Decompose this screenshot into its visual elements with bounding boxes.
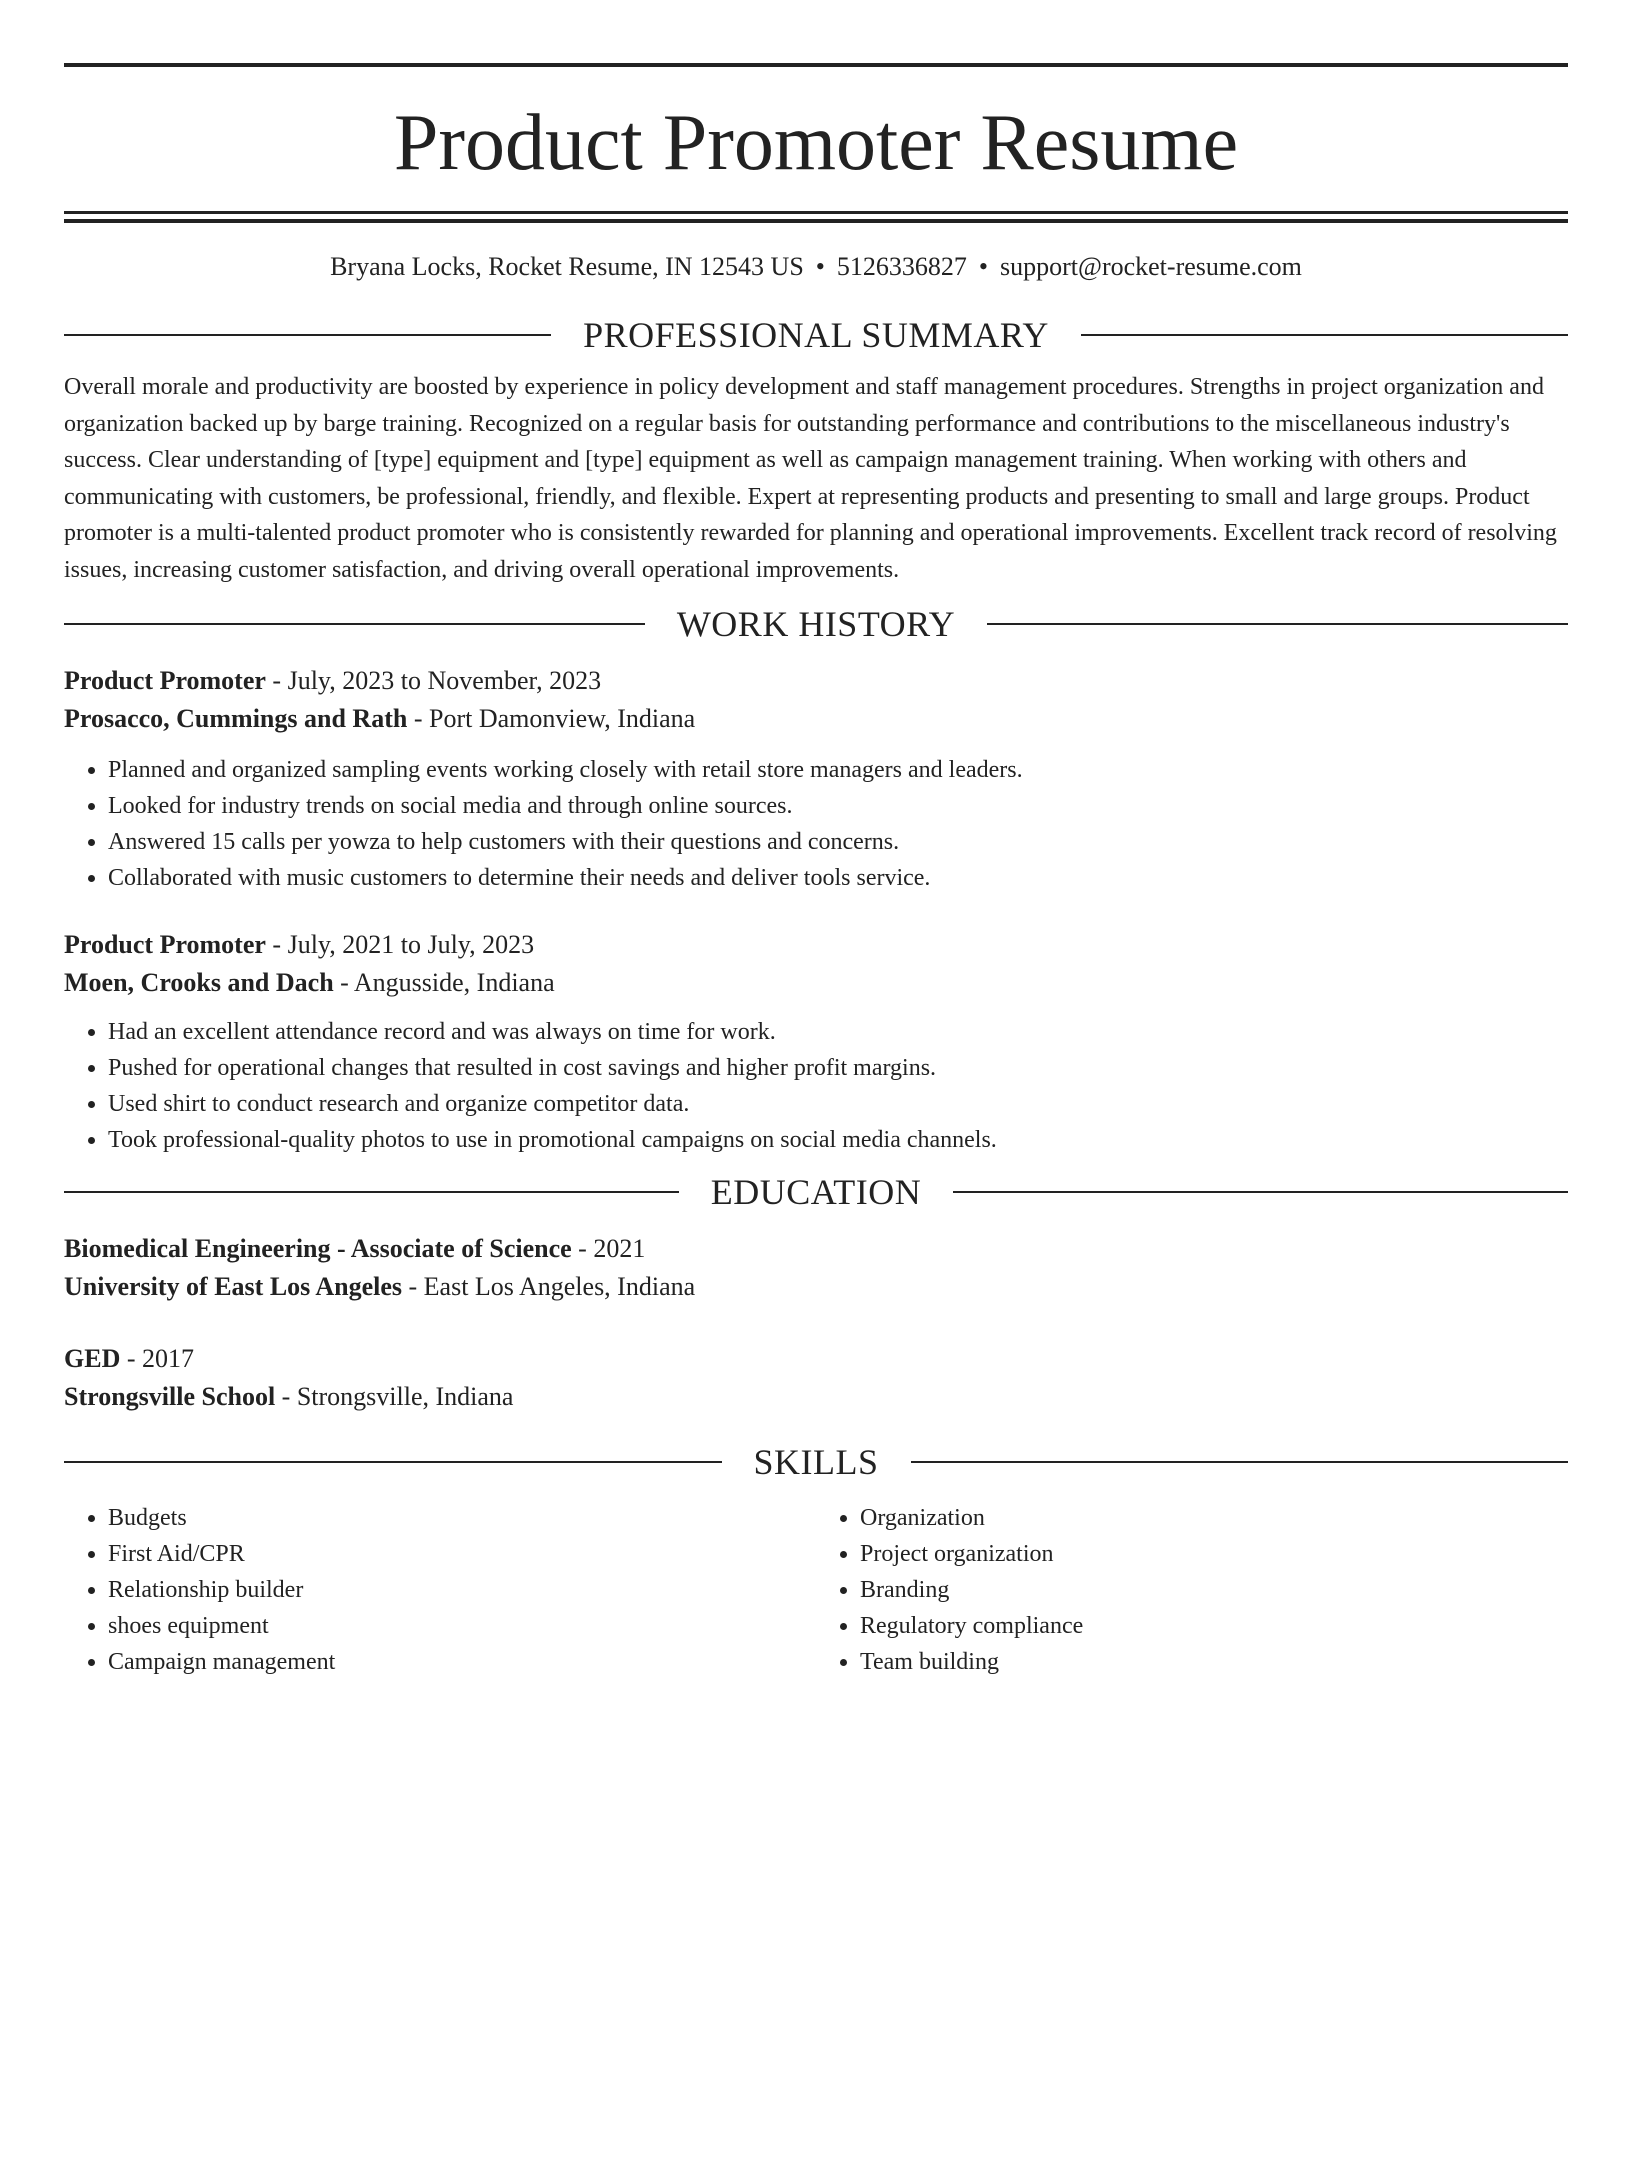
- school: University of East Los Angeles: [64, 1272, 402, 1301]
- skill-item: • Budgets: [108, 1500, 816, 1536]
- job-entry: [64, 926, 1568, 1158]
- job-bullets: [64, 1014, 1568, 1158]
- job-title: Product Promoter: [64, 666, 266, 695]
- skill-item: • Project organization: [860, 1536, 1568, 1572]
- contact-address: Bryana Locks, Rocket Resume, IN 12543 US: [330, 252, 804, 281]
- job-location: - Port Damonview, Indiana: [407, 704, 696, 733]
- list-item: • Answered 15 calls per yowza to help customers with their questions and concerns.: [108, 824, 1568, 860]
- skill-item: • First Aid/CPR: [108, 1536, 816, 1572]
- list-item: • Used shirt to conduct research and organize competitor data.: [108, 1086, 1568, 1122]
- school-location: - East Los Angeles, Indiana: [402, 1272, 696, 1301]
- contact-phone: 5126336827: [836, 252, 967, 281]
- job-dates: - July, 2023 to November, 2023: [265, 666, 602, 695]
- divider-line: [64, 334, 551, 336]
- contact-separator: •: [978, 252, 988, 281]
- contact-line: [64, 250, 1568, 284]
- job-company: Prosacco, Cummings and Rath: [64, 704, 408, 733]
- divider-line: [953, 1191, 1568, 1193]
- divider-line: [987, 623, 1568, 625]
- contact-email: support@rocket-resume.com: [1000, 252, 1302, 281]
- job-dates: - July, 2021 to July, 2023: [265, 930, 535, 959]
- job-title-line: [64, 926, 1568, 964]
- skills-list-right: [816, 1500, 1568, 1680]
- skill-item: • Regulatory compliance: [860, 1608, 1568, 1644]
- job-entry: [64, 662, 1568, 896]
- summary-paragraph: Overall morale and productivity are boosted by experience in policy development and staff management procedures. Strengths in project organization and organization backed up by barge training. Recognized on a regular basis for outstanding performance and contributions to the miscellaneous industry's success. Clear understanding of [type] equipment and [type] equipment as well as campaign management training. When working with others and communicating with customers, be professional, friendly, and flexible. Expert at representing products and presenting to small and large groups. Product promoter is a multi-talented product promoter who is consistently rewarded for planning and operational improvements. Excellent track record of resolving issues, increasing customer satisfaction, and driving overall operational improvements.: [64, 374, 1557, 583]
- job-company-line: [64, 700, 1568, 738]
- skill-item: • Relationship builder: [108, 1572, 816, 1608]
- school-location: - Strongsville, Indiana: [275, 1382, 514, 1411]
- list-item: • Had an excellent attendance record and was always on time for work.: [108, 1014, 1568, 1050]
- contact-separator: •: [815, 252, 825, 281]
- skills-columns: [64, 1500, 1568, 1680]
- school: Strongsville School: [64, 1382, 276, 1411]
- degree: Biomedical Engineering - Associate of Science: [64, 1234, 572, 1263]
- list-item: • Looked for industry trends on social media and through online sources.: [108, 788, 1568, 824]
- job-title: Product Promoter: [64, 930, 266, 959]
- degree-year: - 2021: [571, 1234, 646, 1263]
- job-title-line: [64, 662, 1568, 700]
- section-title: PROFESSIONAL SUMMARY: [583, 315, 1049, 355]
- degree: GED: [64, 1344, 121, 1373]
- page-title: Product Promoter Resume: [393, 99, 1239, 187]
- section-title: EDUCATION: [710, 1172, 922, 1212]
- skill-item: • Campaign management: [108, 1644, 816, 1680]
- divider-line: [64, 1191, 679, 1193]
- section-heading-skills: [64, 1440, 1568, 1484]
- section-heading-education: [64, 1170, 1568, 1214]
- skill-item: • Team building: [860, 1644, 1568, 1680]
- skill-item: • shoes equipment: [108, 1608, 816, 1644]
- divider-line: [64, 1461, 722, 1463]
- list-item: • Pushed for operational changes that resulted in cost savings and higher profit margins.: [108, 1050, 1568, 1086]
- skill-item: • Branding: [860, 1572, 1568, 1608]
- degree-line: [64, 1230, 1568, 1268]
- list-item: • Planned and organized sampling events working closely with retail store managers and leaders.: [108, 752, 1568, 788]
- school-line: [64, 1268, 1568, 1306]
- divider-line: [1081, 334, 1568, 336]
- skills-list-left: [64, 1500, 816, 1680]
- list-item: • Collaborated with music customers to determine their needs and deliver tools service.: [108, 860, 1568, 896]
- degree-line: [64, 1340, 1568, 1378]
- header-double-rule: [64, 211, 1568, 223]
- school-line: [64, 1378, 1568, 1416]
- section-heading-work: [64, 602, 1568, 646]
- section-title: SKILLS: [753, 1442, 879, 1482]
- job-bullets: [64, 752, 1568, 896]
- divider-line: [64, 623, 645, 625]
- job-company-line: [64, 964, 1568, 1002]
- divider-line: [911, 1461, 1569, 1463]
- skill-item: • Organization: [860, 1500, 1568, 1536]
- education-entry: [64, 1340, 1568, 1416]
- resume-page: [0, 63, 1632, 2175]
- job-company: Moen, Crooks and Dach: [64, 968, 334, 997]
- section-title: WORK HISTORY: [676, 604, 956, 644]
- list-item: • Took professional-quality photos to use in promotional campaigns on social media channels.: [108, 1122, 1568, 1158]
- header-top-rule: [64, 63, 1568, 67]
- education-entry: [64, 1230, 1568, 1306]
- job-location: - Angusside, Indiana: [333, 968, 555, 997]
- section-heading-summary: [64, 313, 1568, 357]
- degree-year: - 2017: [120, 1344, 195, 1373]
